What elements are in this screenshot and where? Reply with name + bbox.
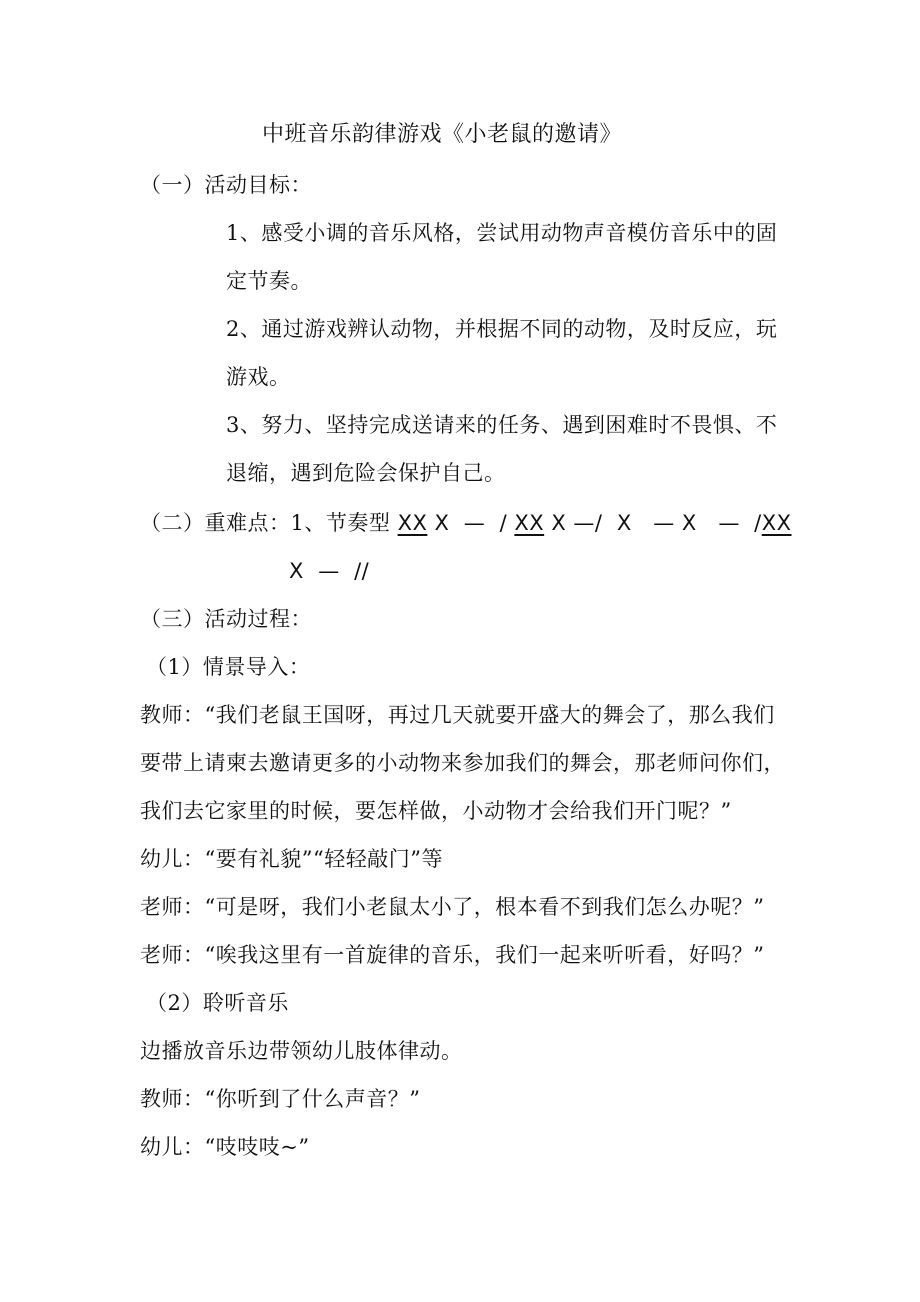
rhythm-pattern-line2: X — // <box>289 559 370 583</box>
rhythm-token-5: XX <box>761 511 792 535</box>
process-heading: （三）活动过程： <box>140 607 312 631</box>
rhythm-pattern <box>390 511 791 535</box>
rhythm-label: 1、节奏型 <box>290 511 391 535</box>
rhythm-token-3: XX <box>514 511 545 535</box>
step-2-heading: （2）聆听音乐 <box>146 991 289 1015</box>
goal-item-2-cont: 游戏。 <box>226 365 291 389</box>
rhythm-token-2: X — / <box>427 511 508 535</box>
dialog-line: 边播放音乐边带领幼儿肢体律动。 <box>140 1039 463 1063</box>
goal-item-2: 2、通过游戏辨认动物，并根据不同的动物，及时反应，玩 <box>226 317 778 341</box>
dialog-line: 老师：“可是呀，我们小老鼠太小了，根本看不到我们怎么办呢？” <box>140 895 765 919</box>
dialog-line: 幼儿：“要有礼貌”“轻轻敲门”等 <box>140 847 443 871</box>
goal-item-3-cont: 退缩，遇到危险会保护自己。 <box>226 461 506 485</box>
rhythm-token-4: X —/ X — X — / <box>544 511 762 535</box>
goal-item-3: 3、努力、坚持完成送请来的任务、遇到困难时不畏惧、不 <box>226 413 778 437</box>
step-1-heading: （1）情景导入： <box>146 655 311 679</box>
document-title: 中班音乐韵律游戏《小老鼠的邀请》 <box>262 122 623 147</box>
dialog-line: 教师：“你听到了什么声音？” <box>140 1087 421 1111</box>
dialog-line: 老师：“唉我这里有一首旋律的音乐，我们一起来听听看，好吗？” <box>140 943 765 967</box>
key-points-heading: （二）重难点： <box>140 511 291 535</box>
dialog-line: 我们去它家里的时候，要怎样做，小动物才会给我们开门呢？” <box>140 799 732 823</box>
rhythm-token-1: XX <box>397 511 428 535</box>
key-points-line <box>140 508 792 538</box>
goal-item-1-cont: 定节奏。 <box>226 269 312 293</box>
dialog-line: 教师：“我们老鼠王国呀，再过几天就要开盛大的舞会了，那么我们 <box>140 703 775 727</box>
goals-heading: （一）活动目标： <box>140 173 312 197</box>
goal-item-1: 1、感受小调的音乐风格，尝试用动物声音模仿音乐中的固 <box>226 221 778 245</box>
dialog-line: 幼儿：“吱吱吱~” <box>140 1135 310 1159</box>
dialog-line: 要带上请柬去邀请更多的小动物来参加我们的舞会，那老师问你们， <box>140 751 785 775</box>
